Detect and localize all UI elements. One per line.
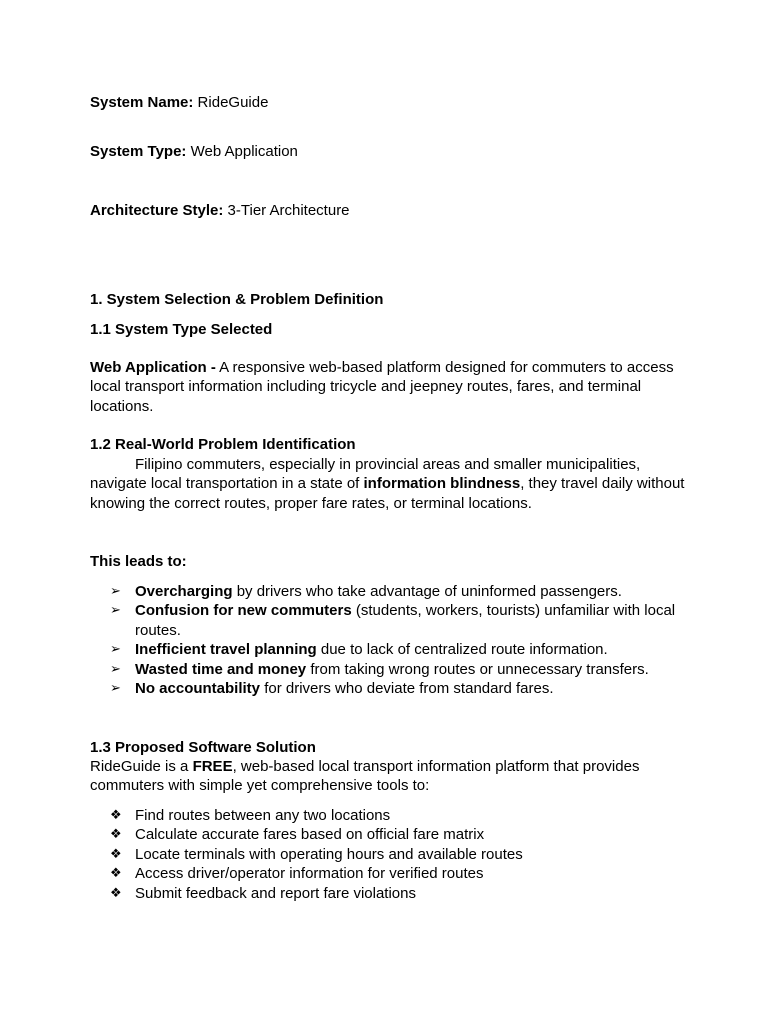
section-1-1-heading: 1.1 System Type Selected bbox=[90, 321, 273, 338]
system-name-line bbox=[90, 93, 268, 112]
diamond-bullet-icon: ❖ bbox=[110, 827, 122, 843]
problem-item-text: from taking wrong routes or unnecessary transfers. bbox=[306, 660, 649, 678]
architecture-line bbox=[90, 201, 350, 220]
web-application-description: A responsive web-based platform designed for commuters to access local transport information including tricycle and jeepney routes, fares, and terminal locations. bbox=[90, 359, 674, 415]
list-item bbox=[90, 845, 690, 864]
section-1-2-heading: 1.2 Real-World Problem Identification bbox=[90, 436, 356, 453]
tool-item-text: Calculate accurate fares based on official fare matrix bbox=[135, 826, 485, 844]
diamond-bullet-icon: ❖ bbox=[110, 866, 122, 882]
tool-item-text: Access driver/operator information for verified routes bbox=[135, 865, 484, 883]
list-item bbox=[90, 640, 690, 659]
system-type-line bbox=[90, 142, 298, 161]
tool-item-text: Submit feedback and report fare violations bbox=[135, 884, 416, 902]
tools-list bbox=[90, 806, 690, 903]
list-item bbox=[90, 582, 690, 601]
web-application-lead: Web Application - bbox=[90, 359, 216, 376]
architecture-label: Architecture Style: bbox=[90, 202, 224, 219]
list-item bbox=[90, 864, 690, 883]
diamond-bullet-icon: ❖ bbox=[110, 808, 122, 823]
system-name-label: System Name: bbox=[90, 94, 194, 111]
diamond-bullet-icon: ❖ bbox=[110, 885, 122, 901]
section-1-3-heading: 1.3 Proposed Software Solution bbox=[90, 739, 316, 756]
problem-item-text: for drivers who deviate from standard fares. bbox=[260, 680, 554, 698]
list-item bbox=[90, 884, 690, 903]
list-item bbox=[90, 679, 690, 698]
problem-item-bold: Wasted time and money bbox=[135, 660, 307, 678]
section-1-heading: 1. System Selection & Problem Definition bbox=[90, 291, 384, 308]
section-1-2-paragraph bbox=[90, 455, 690, 513]
solution-text-a: RideGuide is a bbox=[90, 758, 193, 775]
tool-item-text: Find routes between any two locations bbox=[135, 807, 391, 824]
problem-item-text: by drivers who take advantage of uninformed passengers. bbox=[232, 583, 622, 600]
problem-item-bold: No accountability bbox=[135, 680, 261, 698]
list-item bbox=[90, 660, 690, 679]
solution-text-b: , web-based local transport information platform that provides commuters with simple yet comprehensive tools to: bbox=[90, 758, 640, 795]
architecture-value: 3-Tier Architecture bbox=[223, 202, 350, 219]
problem-text-b: , they travel daily without knowing the correct routes, proper fare rates, or terminal locations. bbox=[90, 475, 685, 512]
problem-bold: information blindness bbox=[363, 475, 521, 493]
problem-item-bold: Inefficient travel planning bbox=[135, 641, 317, 659]
arrow-bullet-icon: ➢ bbox=[110, 681, 121, 697]
section-1-3-paragraph bbox=[90, 757, 690, 796]
diamond-bullet-icon: ❖ bbox=[110, 846, 122, 862]
arrow-bullet-icon: ➢ bbox=[110, 661, 121, 677]
system-name-value: RideGuide bbox=[193, 94, 269, 111]
system-type-value: Web Application bbox=[186, 143, 298, 160]
arrow-bullet-icon: ➢ bbox=[110, 603, 121, 619]
problem-item-bold: Confusion for new commuters bbox=[135, 602, 352, 620]
problem-list bbox=[90, 582, 690, 698]
list-item bbox=[90, 825, 690, 844]
leads-to-heading: This leads to: bbox=[90, 553, 187, 570]
solution-bold: FREE bbox=[192, 758, 233, 775]
system-type-label: System Type: bbox=[90, 143, 187, 160]
list-item bbox=[90, 806, 690, 825]
problem-item-bold: Overcharging bbox=[135, 583, 233, 600]
arrow-bullet-icon: ➢ bbox=[110, 642, 121, 658]
section-1-1-paragraph bbox=[90, 358, 690, 416]
problem-item-text: (students, workers, tourists) unfamiliar with local routes. bbox=[135, 602, 676, 639]
tool-item-text: Locate terminals with operating hours and available routes bbox=[135, 845, 523, 863]
arrow-bullet-icon: ➢ bbox=[110, 584, 121, 599]
list-item bbox=[90, 601, 690, 640]
problem-item-text: due to lack of centralized route information. bbox=[316, 641, 608, 659]
problem-text-a: Filipino commuters, especially in provincial areas and smaller municipalities, navigate local transportation in a state of bbox=[90, 456, 641, 493]
